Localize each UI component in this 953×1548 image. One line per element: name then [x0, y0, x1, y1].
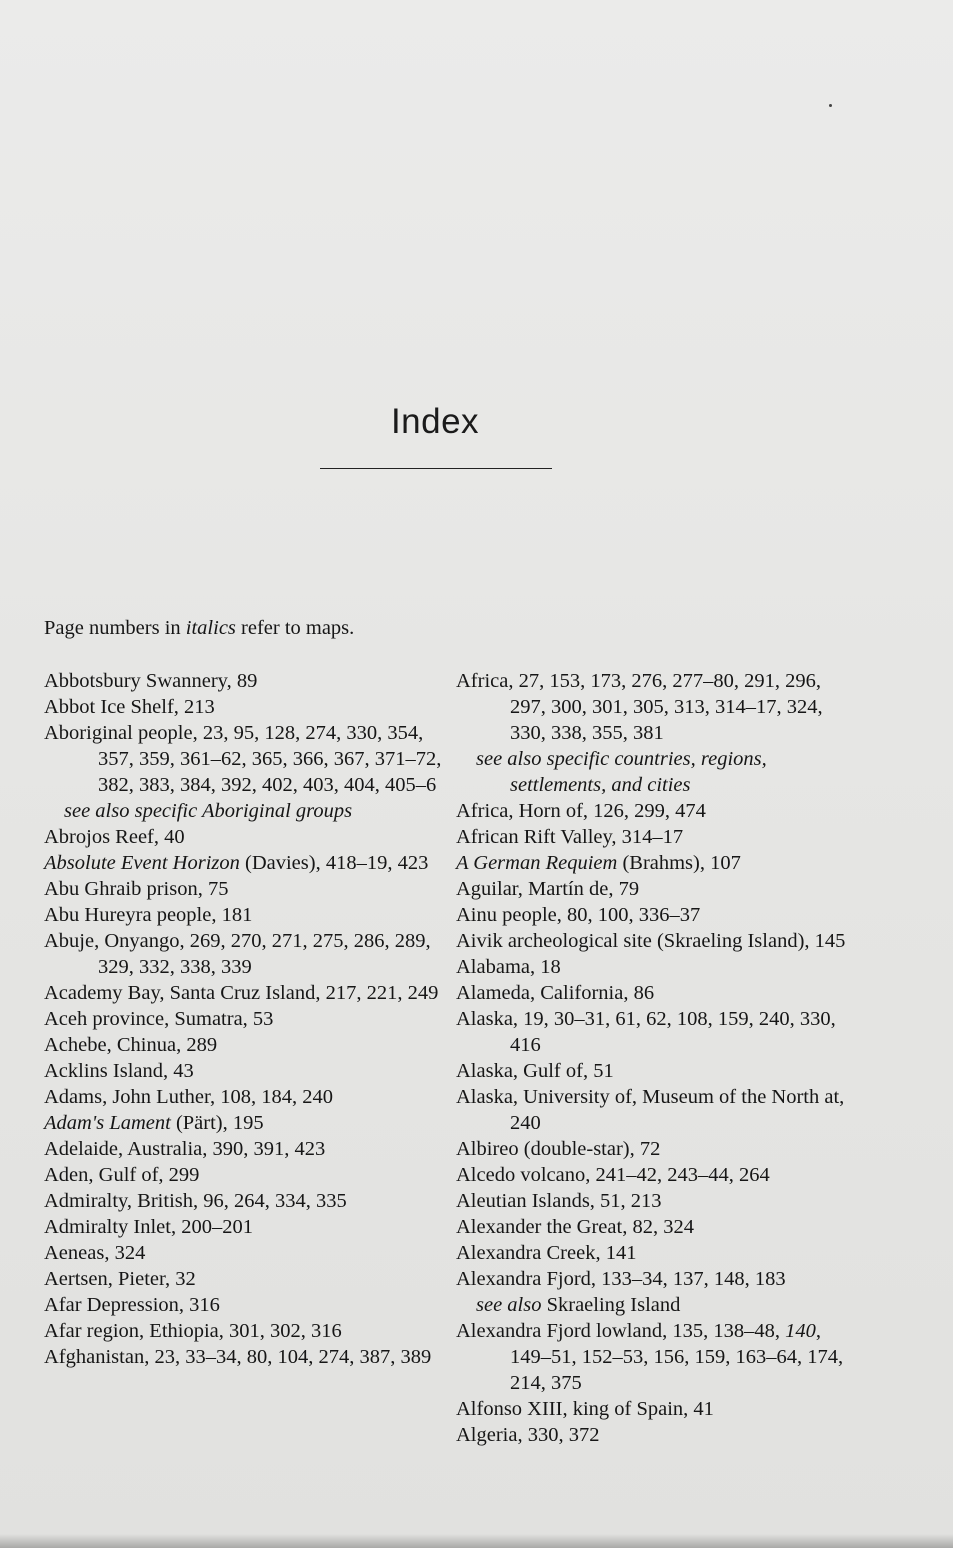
entry-text: Abuje, Onyango, 269, 270, 271, 275, 286, 289, 329, 332, 338, 339: [44, 930, 431, 978]
entry-text: Alcedo volcano, 241–42, 243–44, 264: [456, 1164, 770, 1186]
index-entry: [44, 876, 444, 902]
entry-text: Alexandra Creek, 141: [456, 1242, 637, 1264]
entry-text: Achebe, Chinua, 289: [44, 1034, 218, 1056]
entry-text: Adams, John Luther, 108, 184, 240: [44, 1086, 334, 1108]
entry-text: Algeria, 330, 372: [456, 1424, 600, 1446]
entry-text: (Davies), 418–19, 423: [239, 852, 429, 874]
index-entry: [44, 1266, 444, 1292]
entry-text: Abbot Ice Shelf, 213: [44, 696, 215, 718]
entry-text: Africa, 27, 153, 173, 276, 277–80, 291, 296, 297, 300, 301, 305, 313, 314–17, 324, 330, 338, 355, 381: [456, 670, 823, 744]
entry-text: (Pärt), 195: [170, 1112, 264, 1134]
index-entry: [456, 1422, 856, 1448]
entry-text: Alaska, Gulf of, 51: [456, 1060, 614, 1082]
index-entry: [456, 850, 856, 876]
entry-text: Skraeling Island: [541, 1294, 681, 1316]
entry-text-italic: see also specific countries, regions, settlements, and cities: [476, 748, 767, 796]
index-entry: [456, 902, 856, 928]
entry-text: Ainu people, 80, 100, 336–37: [456, 904, 701, 926]
index-entry: [44, 1240, 444, 1266]
index-entry: [456, 1006, 856, 1058]
note-part: refer to maps.: [235, 617, 355, 639]
index-cross-reference: [456, 1292, 856, 1318]
index-entry: [44, 824, 444, 850]
index-entry: [456, 954, 856, 980]
entry-text: Aboriginal people, 23, 95, 128, 274, 330, 354, 357, 359, 361–62, 365, 366, 367, 371–72, 382, 383, 384, 392, 402, 403, 404, 405–6: [44, 722, 442, 796]
index-entry: [44, 850, 444, 876]
entry-text: Alaska, University of, Museum of the North at, 240: [456, 1086, 845, 1134]
index-entry: [456, 798, 856, 824]
index-entry: [44, 1058, 444, 1084]
entry-text-italic: Adam's Lament: [44, 1112, 171, 1134]
index-cross-reference: [44, 798, 444, 824]
entry-text: Admiralty, British, 96, 264, 334, 335: [44, 1190, 347, 1212]
index-entry: [456, 1214, 856, 1240]
entry-text: Aguilar, Martín de, 79: [456, 878, 640, 900]
index-column-right: [456, 668, 856, 1448]
entry-text: Abbotsbury Swannery, 89: [44, 670, 258, 692]
entry-text-italic: see also specific Aboriginal groups: [64, 800, 353, 822]
entry-text: Alfonso XIII, king of Spain, 41: [456, 1398, 714, 1420]
index-entry: [456, 1318, 856, 1396]
note-part: Page numbers in: [44, 617, 186, 639]
entry-text: Admiralty Inlet, 200–201: [44, 1216, 253, 1238]
index-entry: [44, 1344, 444, 1370]
index-entry: [456, 1058, 856, 1084]
index-entry: [44, 1084, 444, 1110]
entry-text: Abu Hureyra people, 181: [44, 904, 253, 926]
index-entry: [44, 668, 444, 694]
entry-text: Aeneas, 324: [44, 1242, 146, 1264]
title-rule: [320, 468, 552, 469]
entry-text: Afar Depression, 316: [44, 1294, 220, 1316]
index-entry: [456, 1266, 856, 1292]
entry-text: Adelaide, Australia, 390, 391, 423: [44, 1138, 326, 1160]
entry-text: Afghanistan, 23, 33–34, 80, 104, 274, 387, 389: [44, 1346, 432, 1368]
index-entry: [456, 1188, 856, 1214]
entry-text: Abrojos Reef, 40: [44, 826, 185, 848]
entry-text-italic: Absolute Event Horizon: [44, 852, 240, 874]
index-column-left: [44, 668, 444, 1370]
index-entry: [44, 1006, 444, 1032]
entry-text: Alexander the Great, 82, 324: [456, 1216, 694, 1238]
index-entry: [44, 1162, 444, 1188]
index-cross-reference: [456, 746, 856, 798]
entry-text: Aceh province, Sumatra, 53: [44, 1008, 274, 1030]
index-entry: [456, 1396, 856, 1422]
index-entry: [44, 1188, 444, 1214]
index-entry: [456, 1136, 856, 1162]
page-edge-shadow: [0, 1534, 953, 1548]
page-speck: [829, 104, 832, 107]
entry-text: Academy Bay, Santa Cruz Island, 217, 221, 249: [44, 982, 439, 1004]
index-entry: [456, 1162, 856, 1188]
entry-text: Aden, Gulf of, 299: [44, 1164, 200, 1186]
index-entry: [44, 720, 444, 798]
index-entry: [44, 1110, 444, 1136]
index-entry: [44, 928, 444, 980]
entry-text: Afar region, Ethiopia, 301, 302, 316: [44, 1320, 342, 1342]
entry-text: Alexandra Fjord, 133–34, 137, 148, 183: [456, 1268, 786, 1290]
entry-text: Albireo (double-star), 72: [456, 1138, 661, 1160]
index-entry: [44, 980, 444, 1006]
index-entry: [44, 902, 444, 928]
index-entry: [44, 1292, 444, 1318]
index-entry: [44, 1032, 444, 1058]
entry-text-italic: A German Requiem: [456, 852, 618, 874]
index-entry: [456, 824, 856, 850]
entry-text: African Rift Valley, 314–17: [456, 826, 684, 848]
entry-text: Africa, Horn of, 126, 299, 474: [456, 800, 706, 822]
index-entry: [44, 694, 444, 720]
entry-text: Alameda, California, 86: [456, 982, 655, 1004]
entry-text: Abu Ghraib prison, 75: [44, 878, 229, 900]
entry-text: Alexandra Fjord lowland, 135, 138–48,: [456, 1320, 786, 1342]
index-entry: [456, 928, 856, 954]
entry-text: Acklins Island, 43: [44, 1060, 194, 1082]
entry-text: , 149–51, 152–53, 156, 159, 163–64, 174, 214, 375: [510, 1320, 844, 1394]
entry-text: Aivik archeological site (Skraeling Island), 145: [456, 930, 846, 952]
entry-text: Aertsen, Pieter, 32: [44, 1268, 196, 1290]
entry-text: Aleutian Islands, 51, 213: [456, 1190, 662, 1212]
index-note: [44, 615, 354, 641]
entry-text: Alaska, 19, 30–31, 61, 62, 108, 159, 240, 330, 416: [456, 1008, 836, 1056]
index-entry: [456, 1084, 856, 1136]
index-entry: [456, 1240, 856, 1266]
entry-text-italic: 140: [785, 1320, 816, 1342]
index-entry: [44, 1136, 444, 1162]
entry-text: (Brahms), 107: [617, 852, 741, 874]
entry-text-italic: see also: [476, 1294, 542, 1316]
entry-text: Alabama, 18: [456, 956, 561, 978]
index-entry: [456, 876, 856, 902]
index-entry: [44, 1214, 444, 1240]
note-part-italic: italics: [185, 617, 236, 639]
index-entry: [456, 980, 856, 1006]
index-entry: [44, 1318, 444, 1344]
page-title: Index: [390, 402, 480, 441]
index-entry: [456, 668, 856, 746]
